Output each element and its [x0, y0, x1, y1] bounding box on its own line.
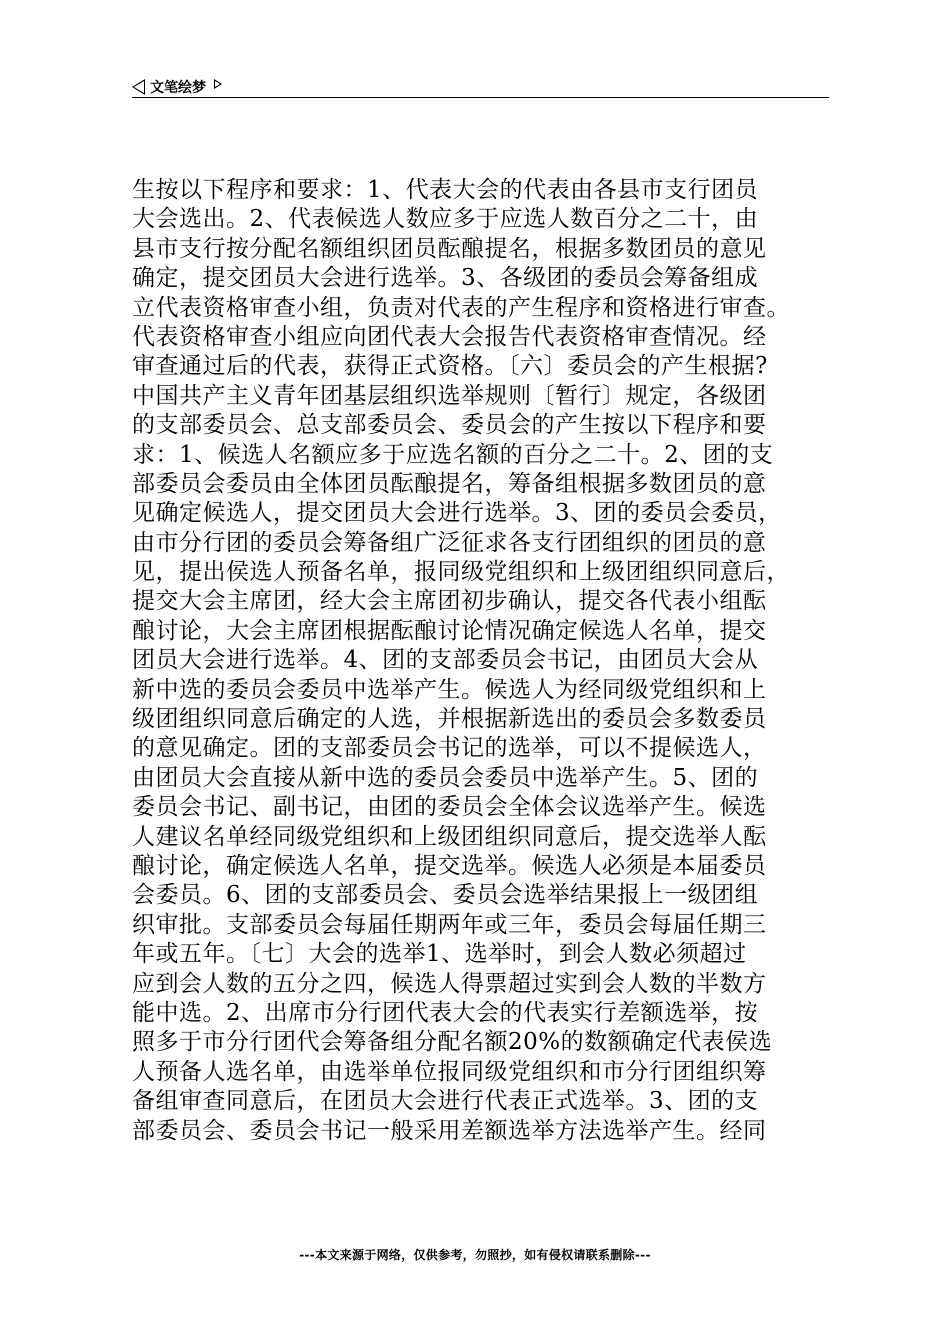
document-header — [132, 76, 222, 98]
body-line: 酿讨论，大会主席团根据酝酿讨论情况确定候选人名单，提交 — [132, 617, 767, 644]
body-line: 立代表资格审查小组，负责对代表的产生程序和资格进行审查。 — [132, 294, 790, 321]
body-line: 部委员会、委员会书记一般采用差额选举方法选举产生。经同 — [132, 1117, 767, 1144]
body-line: 应到会人数的五分之四，候选人得票超过实到会人数的半数方 — [132, 970, 767, 997]
triangle-right-icon — [214, 79, 222, 89]
body-line: 由团员大会直接从新中选的委员会委员中选举产生。5、团的 — [132, 764, 759, 791]
header-title: 文笔绘梦 — [150, 80, 206, 96]
triangle-left-icon — [132, 79, 145, 95]
body-line: 织审批。支部委员会每届任期两年或三年，委员会每届任期三 — [132, 911, 767, 938]
body-line: 大会选出。2、代表候选人数应多于应选人数百分之二十，由 — [132, 206, 759, 233]
header-divider — [132, 97, 829, 98]
body-line: 见，提出侯选人预备名单，报同级党组织和上级团组织同意后， — [132, 559, 790, 586]
body-line: 中国共产主义青年团基层组织选举规则〔暂行〕规定，各级团 — [132, 382, 767, 409]
body-line: 由市分行团的委员会筹备组广泛征求各支行团组织的团员的意 — [132, 529, 767, 556]
body-line: 能中选。2、出席市分行团代表大会的代表实行差额选举，按 — [132, 999, 759, 1026]
footer-notice: ---本文来源于网络，仅供参考，勿照抄，如有侵权请联系删除--- — [299, 1248, 651, 1262]
body-line: 提交大会主席团，经大会主席团初步确认，提交各代表小组酝 — [132, 588, 767, 615]
body-line: 备组审查同意后，在团员大会进行代表正式选举。3、团的支 — [132, 1088, 759, 1115]
body-line: 酿讨论，确定候选人名单，提交选举。候选人必须是本届委员 — [132, 852, 767, 879]
body-line: 代表资格审查小组应向团代表大会报告代表资格审查情况。经 — [132, 323, 767, 350]
body-line: 的意见确定。团的支部委员会书记的选举，可以不提候选人， — [132, 735, 767, 762]
body-line: 级团组织同意后确定的人选，并根据新选出的委员会多数委员 — [132, 706, 767, 733]
body-line: 求：1、候选人名额应多于应选名额的百分之二十。2、团的支 — [132, 441, 774, 468]
body-line: 照多于市分行团代会筹备组分配名额20%的数额确定代表侯选 — [132, 1029, 773, 1056]
body-line: 新中选的委员会委员中选举产生。候选人为经同级党组织和上 — [132, 676, 767, 703]
body-line: 生按以下程序和要求：1、代表大会的代表由各县市支行团员 — [132, 177, 759, 203]
body-line: 年或五年。〔七〕大会的选举1、选举时，到会人数必须超过 — [132, 941, 747, 968]
body-line: 确定，提交团员大会进行选举。3、各级团的委员会筹备组成 — [132, 265, 759, 292]
body-line: 人预备人选名单，由选举单位报同级党组织和市分行团组织筹 — [132, 1058, 767, 1085]
body-line: 审查通过后的代表，获得正式资格。〔六〕委员会的产生根据? — [132, 353, 768, 380]
document-body — [132, 176, 832, 1146]
body-line: 会委员。6、团的支部委员会、委员会选举结果报上一级团组 — [132, 882, 759, 909]
body-line: 的支部委员会、总支部委员会、委员会的产生按以下程序和要 — [132, 412, 767, 439]
body-line: 县市支行按分配名额组织团员酝酿提名，根据多数团员的意见 — [132, 235, 767, 262]
body-line: 人建议名单经同级党组织和上级团组织同意后，提交选举人酝 — [132, 823, 767, 850]
body-line: 部委员会委员由全体团员酝酿提名，筹备组根据多数团员的意 — [132, 470, 767, 497]
body-line: 见确定候选人，提交团员大会进行选举。3、团的委员会委员， — [132, 500, 782, 527]
body-line: 委员会书记、副书记，由团的委员会全体会议选举产生。候选 — [132, 794, 767, 821]
body-line: 团员大会进行选举。4、团的支部委员会书记，由团员大会从 — [132, 647, 759, 674]
